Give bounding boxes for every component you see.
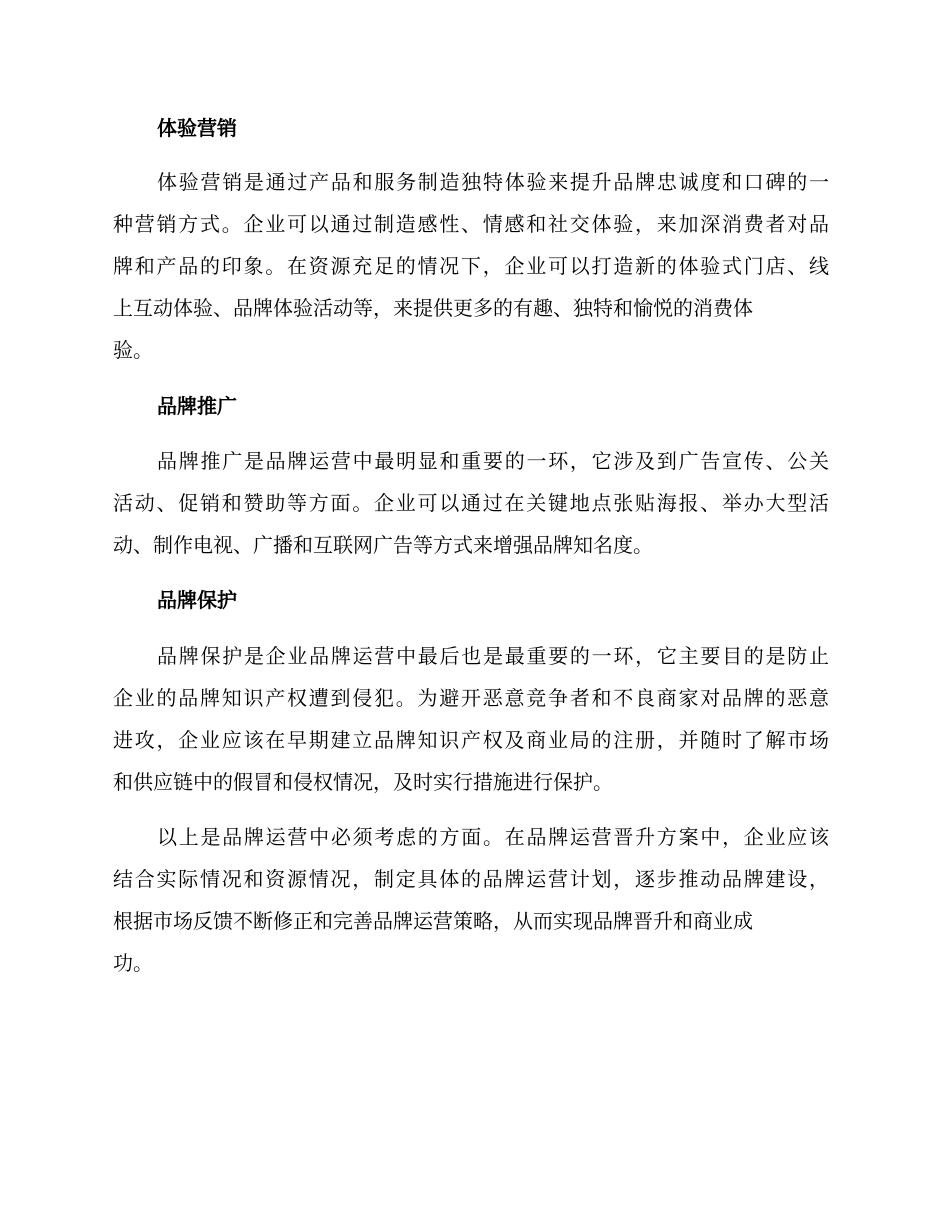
paragraph-line: 动、制作电视、广播和互联网广告等方式来增强品牌知名度。 — [113, 533, 653, 557]
paragraph-line: 根据市场反馈不断修正和完善品牌运营策略，从而实现品牌晋升和商业成 — [113, 909, 753, 933]
section-heading-experience-marketing: 体验营销 — [157, 116, 237, 140]
paragraph-line: 功。 — [113, 951, 153, 975]
paragraph-line: 上互动体验、品牌体验活动等，来提供更多的有趣、独特和愉悦的消费体 — [113, 296, 753, 320]
paragraph-line: 和供应链中的假冒和侵权情况，及时实行措施进行保护。 — [113, 770, 613, 794]
paragraph-line: 品牌保护是企业品牌运营中最后也是最重要的一环，它主要目的是防止 — [157, 644, 829, 668]
paragraph-line: 活动、促销和赞助等方面。企业可以通过在关键地点张贴海报、举办大型活 — [113, 491, 829, 515]
paragraph-line: 以上是品牌运营中必须考虑的方面。在品牌运营晋升方案中，企业应该 — [157, 825, 829, 849]
paragraph-line: 企业的品牌知识产权遭到侵犯。为避开恶意竞争者和不良商家对品牌的恶意 — [113, 686, 829, 710]
paragraph-line: 进攻，企业应该在早期建立品牌知识产权及商业局的注册，并随时了解市场 — [113, 728, 829, 752]
section-heading-brand-protection: 品牌保护 — [157, 588, 237, 612]
section-heading-brand-promotion: 品牌推广 — [157, 394, 237, 418]
paragraph-line: 验。 — [113, 338, 153, 362]
paragraph-line: 牌和产品的印象。在资源充足的情况下，企业可以打造新的体验式门店、线 — [113, 254, 829, 278]
paragraph-line: 品牌推广是品牌运营中最明显和重要的一环，它涉及到广告宣传、公关 — [157, 449, 829, 473]
paragraph-line: 体验营销是通过产品和服务制造独特体验来提升品牌忠诚度和口碑的一 — [157, 170, 829, 194]
paragraph-line: 种营销方式。企业可以通过制造感性、情感和社交体验，来加深消费者对品 — [113, 212, 829, 236]
paragraph-line: 结合实际情况和资源情况，制定具体的品牌运营计划，逐步推动品牌建设， — [113, 867, 829, 891]
